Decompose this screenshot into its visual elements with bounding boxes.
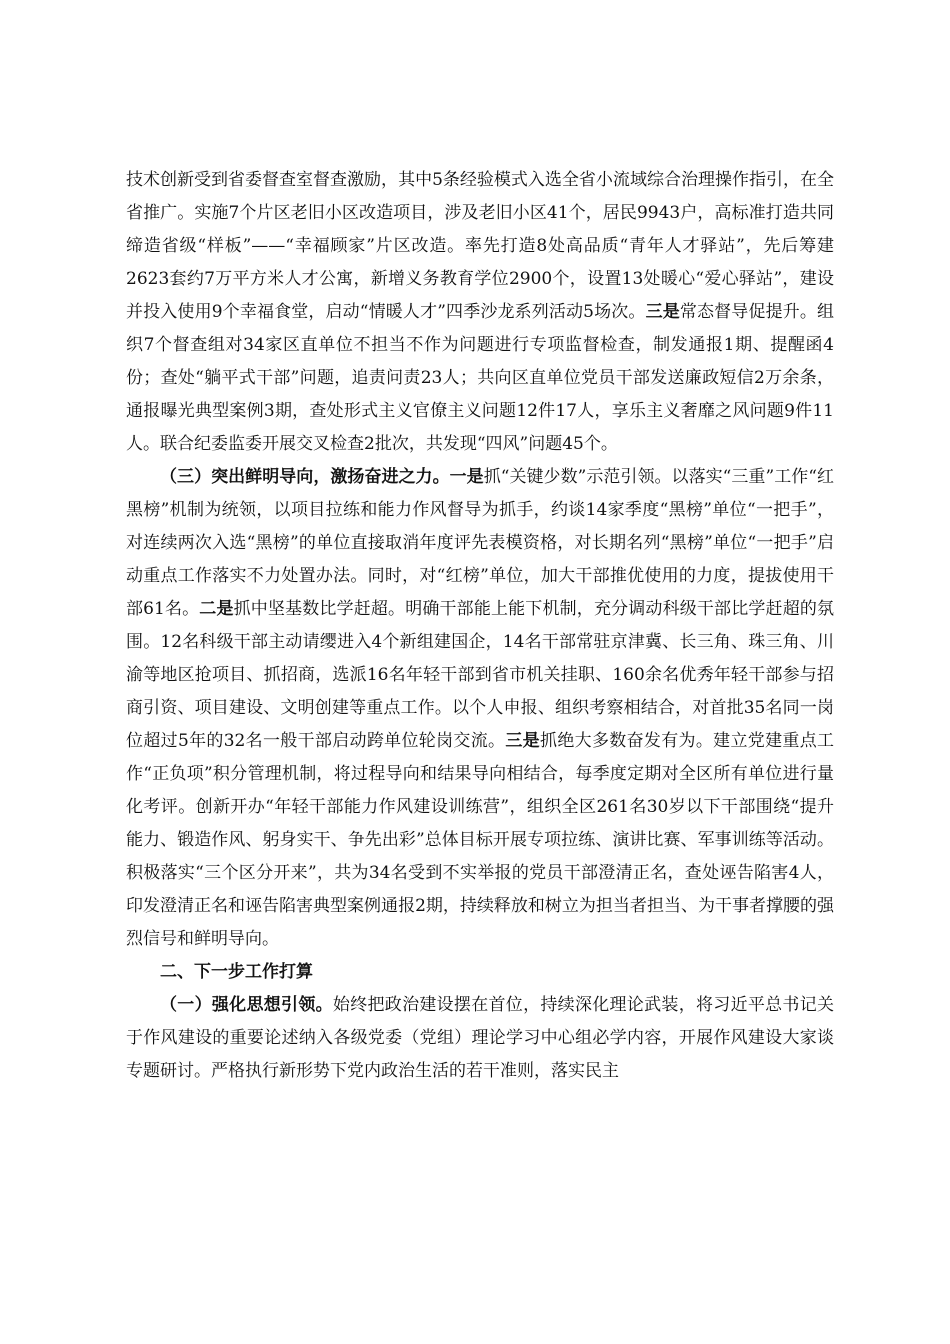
paragraph-text: 始终把政治建设摆在首位，持续深化理论武装，将习近平总书记关于作风建设的重要论述纳入各级党委（党组）理论学习中心组必学内容，开展作风建设大家谈专题研讨。严格执行新形势下党内政治生活的若干准则，落实民主 xyxy=(126,995,835,1081)
subsection-heading: （一）强化思想引领。 xyxy=(160,995,333,1015)
lead-three: 三是 xyxy=(505,731,540,751)
paragraph-next-steps xyxy=(126,989,834,1088)
lead-one: 一是 xyxy=(449,467,484,487)
paragraph-section-three xyxy=(126,461,834,956)
paragraph-text: 抓中坚基数比学赶超。明确干部能上能下机制，充分调动科级干部比学赶超的氛围。12名科级干部主动请缨进入4个新组建国企，14名干部常驻京津冀、长三角、珠三角、川渝等地区抢项目、抓招商，选派16名年轻干部到省市机关挂职、160余名优秀年轻干部参与招商引资、项目建设、文明创建等重点工作。以个人申报、组织考察相结合，对首批35名同一岗位超过5年的32名一般干部启动跨单位轮岗交流。 xyxy=(126,599,835,751)
subsection-heading: （三）突出鲜明导向，激扬奋进之力。 xyxy=(160,467,450,487)
section-heading: 二、下一步工作打算 xyxy=(160,962,313,982)
document-page xyxy=(126,164,834,1088)
paragraph-text: 抓绝大多数奋发有为。建立党建重点工作“正负项”积分管理机制，将过程导向和结果导向相结合，每季度定期对全区所有单位进行量化考评。创新开办“年轻干部能力作风建设训练营”，组织全区261名30岁以下干部围绕“提升能力、锻造作风、躬身实干、争先出彩”总体目标开展专项拉练、演讲比赛、军事训练等活动。积极落实“三个区分开来”，共为34名受到不实举报的党员干部澄清正名，查处诬告陷害4人，印发澄清正名和诬告陷害典型案例通报2期，持续释放和树立为担当者担当、为干事者撑腰的强烈信号和鲜明导向。 xyxy=(126,731,835,949)
lead-three: 三是 xyxy=(645,302,680,322)
paragraph-text: 技术创新受到省委督查室督查激励，其中5条经验模式入选全省小流域综合治理操作指引，在全省推广。实施7个片区老旧小区改造项目，涉及老旧小区41个，居民9943户，高标准打造共同缔造省级“样板”——“幸福顾家”片区改造。率先打造8处高品质“青年人才驿站”，先后筹建2623套约7万平方米人才公寓，新增义务教育学位2900个，设置13处暖心“爱心驿站”，建设并投入使用9个幸福食堂，启动“情暖人才”四季沙龙系列活动5场次。 xyxy=(126,170,834,322)
paragraph-text: 抓“关键少数”示范引领。以落实“三重”工作“红黑榜”机制为统领，以项目拉练和能力作风督导为抓手，约谈14家季度“黑榜”单位“一把手”，对连续两次入选“黑榜”的单位直接取消年度评先表模资格，对长期名列“黑榜”单位“一把手”启动重点工作落实不力处置办法。同时，对“红榜”单位，加大干部推优使用的力度，提拔使用干部61名。 xyxy=(126,467,834,619)
paragraph-text: 常态督导促提升。组织7个督查组对34家区直单位不担当不作为问题进行专项监督检查，制发通报1期、提醒函4份；查处“躺平式干部”问题，追责问责23人；共向区直单位党员干部发送廉政短信2万余条，通报曝光典型案例3期，查处形式主义官僚主义问题12件17人，享乐主义奢靡之风问题9件11人。联合纪委监委开展交叉检查2批次，共发现“四风”问题45个。 xyxy=(126,302,835,454)
paragraph-continuation xyxy=(126,164,834,461)
lead-two: 二是 xyxy=(199,599,234,619)
